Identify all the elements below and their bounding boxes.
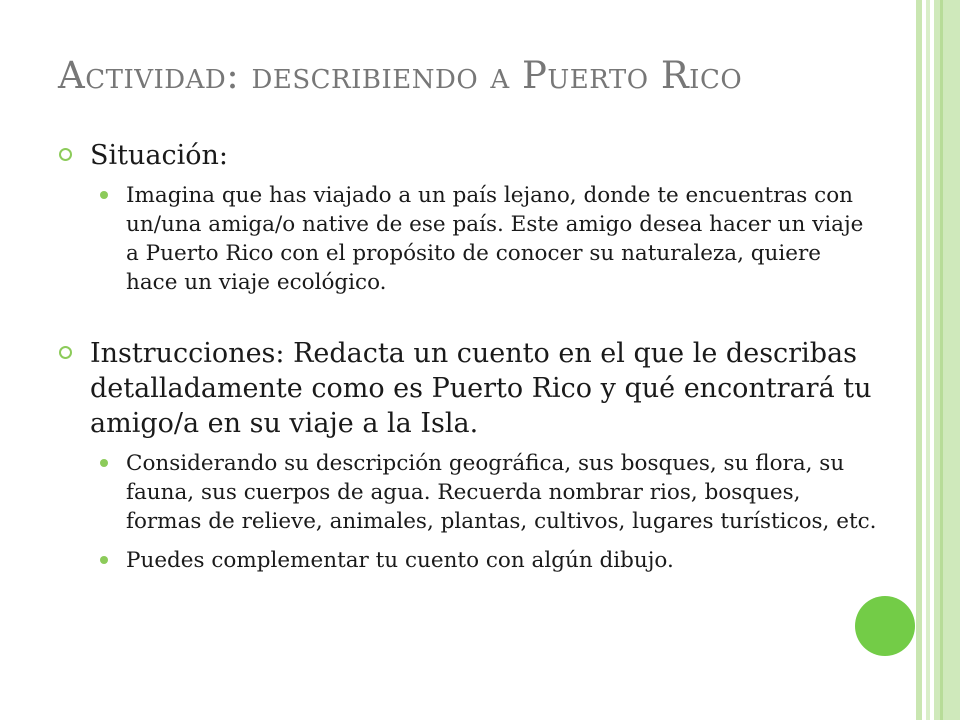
dot-bullet-icon — [100, 459, 108, 467]
bullet-item — [58, 546, 878, 575]
side-bar-stripe — [916, 0, 922, 720]
bullet-text: Puedes complementar tu cuento con algún dibujo. — [126, 548, 674, 573]
title-letter: P — [521, 54, 548, 97]
green-circle-decoration — [855, 596, 915, 656]
side-bar-stripe — [940, 0, 943, 720]
title-word: ctividad — [85, 54, 227, 97]
bullet-item — [58, 181, 878, 297]
dot-bullet-icon — [100, 191, 108, 199]
ring-bullet-icon — [59, 346, 72, 359]
title-word: describiendo — [251, 54, 479, 97]
section-heading — [58, 138, 878, 173]
title-word: uerto — [547, 54, 649, 97]
slide-content — [58, 138, 878, 575]
dot-bullet-icon — [100, 556, 108, 564]
side-bar-stripe — [934, 0, 960, 720]
slide-title — [58, 54, 918, 97]
title-letter: R — [660, 54, 690, 97]
ring-bullet-icon — [59, 148, 72, 161]
side-bar-stripe — [926, 0, 930, 720]
bullet-text: Considerando su descripción geográfica, sus bosques, su flora, su fauna, sus cuerpos de agua. Recuerda nombrar rios, bosques, formas de relieve, animales, plantas, cultivos, lugares turísticos, etc. — [126, 451, 877, 534]
title-word: a — [490, 54, 510, 97]
section-heading-text: Situación: — [90, 140, 228, 171]
title-letter: A — [58, 54, 86, 97]
decorative-side-bars — [916, 0, 960, 720]
title-colon: : — [226, 54, 240, 97]
bullet-item — [58, 449, 878, 536]
title-word: ico — [689, 54, 743, 97]
section-heading — [58, 336, 878, 441]
bullet-text: Imagina que has viajado a un país lejano, donde te encuentras con un/una amiga/o native de ese país. Este amigo desea hacer un viaje a Puerto Rico con el propósito de conocer su naturaleza, quiere hace un viaje ecológico. — [126, 183, 864, 295]
section-heading-text: Instrucciones: Redacta un cuento en el que le describas detalladamente como es Puerto Rico y qué encontrará tu amigo/a en su viaje a la Isla. — [90, 338, 872, 439]
